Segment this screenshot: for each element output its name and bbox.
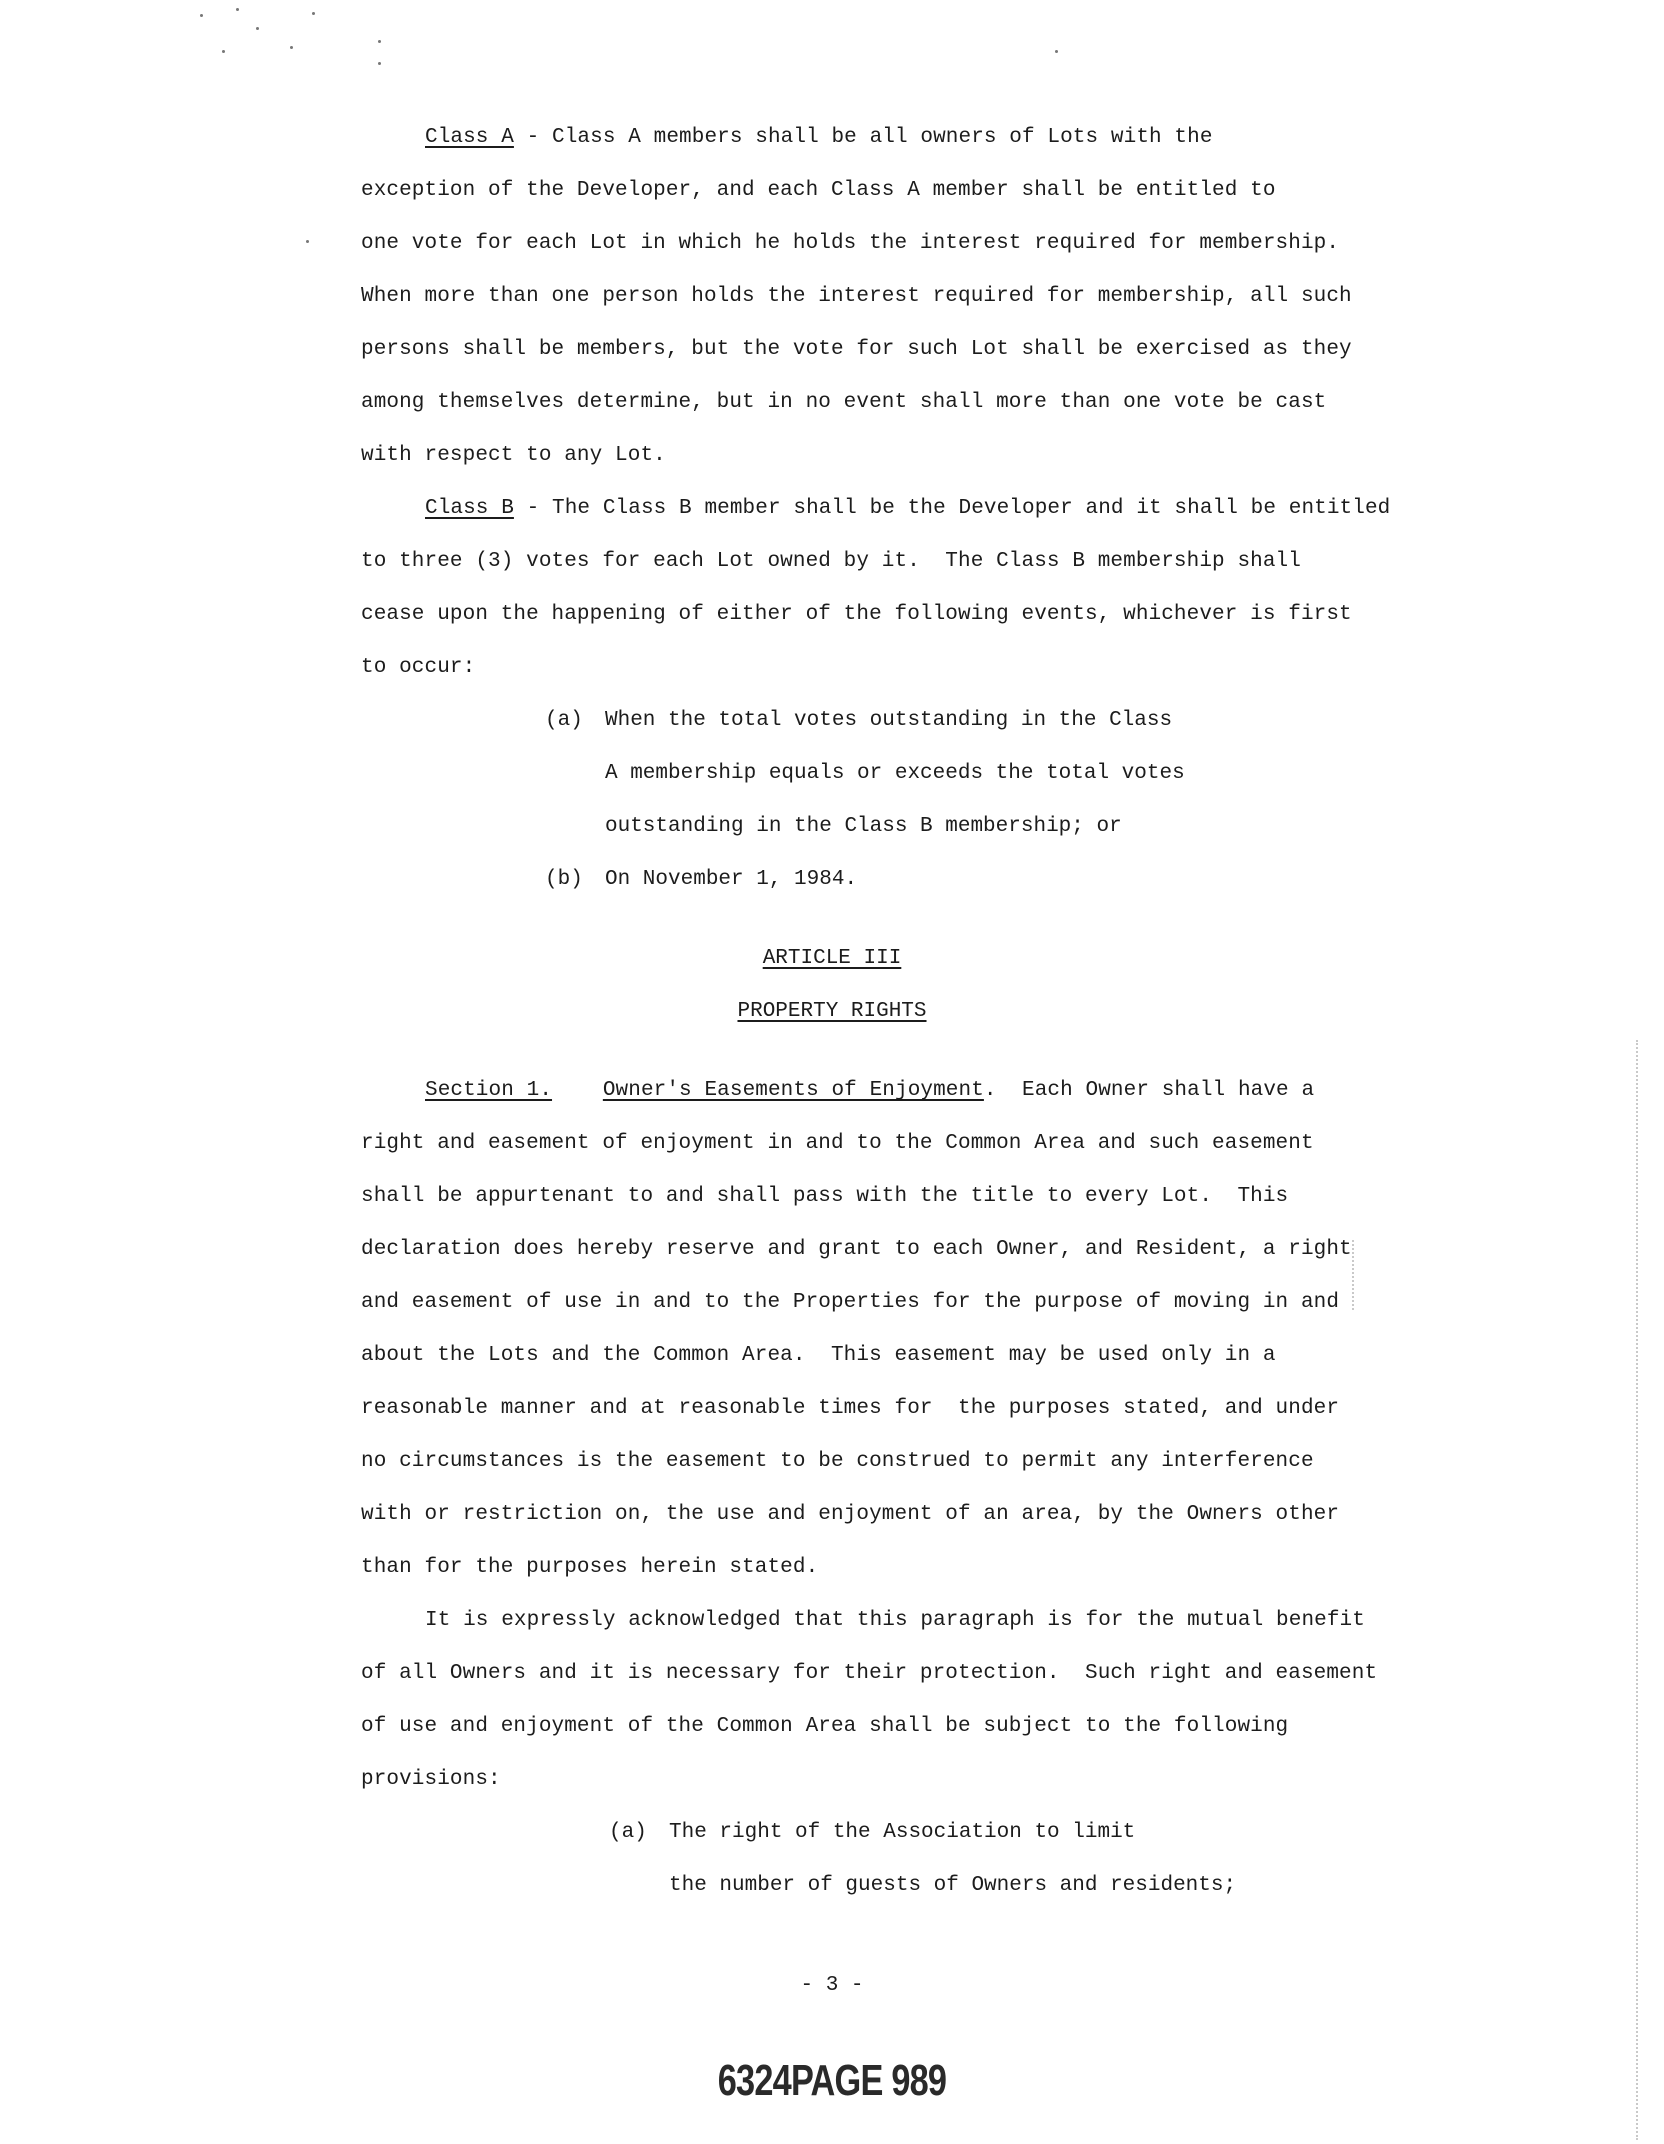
section-1-line: declaration does hereby reserve and grant to each Owner, and Resident, a right (361, 1238, 1352, 1261)
class-a-line: Class A - Class A members shall be all owners of Lots with the (425, 126, 1213, 149)
scan-speck (306, 240, 309, 243)
class-b-line: to three (3) votes for each Lot owned by it. The Class B membership shall (361, 550, 1301, 573)
section-1-label: Section 1. (425, 1079, 553, 1102)
event-a-line: A membership equals or exceeds the total votes (605, 762, 1185, 785)
article-heading: ARTICLE III (762, 947, 902, 970)
scan-speck (312, 12, 315, 15)
class-a-line: one vote for each Lot in which he holds the interest required for membership. (361, 232, 1340, 255)
book-page-stamp: 6324PAGE 989 (717, 2056, 947, 2105)
section-1-line: no circumstances is the easement to be construed to permit any interference (361, 1450, 1314, 1473)
section-1-line: than for the purposes herein stated. (361, 1556, 819, 1579)
section-1-line: and easement of use in and to the Properties for the purpose of moving in and (361, 1291, 1340, 1314)
class-b-line: cease upon the happening of either of the following events, whichever is first (361, 603, 1352, 626)
section-1-line: about the Lots and the Common Area. This easement may be used only in a (361, 1344, 1276, 1367)
provision-a-line: The right of the Association to limit (669, 1821, 1136, 1844)
provision-a-label: (a) (609, 1821, 647, 1844)
class-a-line: among themselves determine, but in no event shall more than one vote be cast (361, 391, 1327, 414)
class-a-line: exception of the Developer, and each Class A member shall be entitled to (361, 179, 1276, 202)
scan-edge-line (1352, 1240, 1354, 1310)
class-b-line: to occur: (361, 656, 476, 679)
event-b-label: (b) (545, 868, 583, 891)
scan-speck (256, 27, 259, 30)
provision-a-line: the number of guests of Owners and residents; (669, 1874, 1237, 1897)
section-1-line: with or restriction on, the use and enjoyment of an area, by the Owners other (361, 1503, 1340, 1526)
scan-speck (378, 40, 381, 43)
acknowledged-line: of all Owners and it is necessary for their protection. Such right and easement (361, 1662, 1378, 1685)
scan-speck (200, 14, 203, 17)
acknowledged-line: It is expressly acknowledged that this paragraph is for the mutual benefit (425, 1609, 1365, 1632)
section-1-heading: Owner's Easements of Enjoyment (602, 1079, 984, 1102)
class-a-line: with respect to any Lot. (361, 444, 666, 467)
acknowledged-line: provisions: (361, 1768, 501, 1791)
scan-speck (1055, 50, 1058, 53)
section-1-line: right and easement of enjoyment in and to the Common Area and such easement (361, 1132, 1314, 1155)
class-b-line: Class B - The Class B member shall be the Developer and it shall be entitled (425, 497, 1391, 520)
event-b-line: On November 1, 1984. (605, 868, 858, 891)
article-title: PROPERTY RIGHTS (737, 1000, 927, 1023)
event-a-label: (a) (545, 709, 583, 732)
page-number: - 3 - (800, 1974, 864, 1997)
event-a-line: When the total votes outstanding in the Class (605, 709, 1173, 732)
class-a-line: persons shall be members, but the vote for such Lot shall be exercised as they (361, 338, 1352, 361)
acknowledged-line: of use and enjoyment of the Common Area shall be subject to the following (361, 1715, 1289, 1738)
section-1-line: Section 1. Owner's Easements of Enjoyment. Each Owner shall have a (425, 1079, 1315, 1102)
section-1-line: shall be appurtenant to and shall pass with the title to every Lot. This (361, 1185, 1289, 1208)
section-1-line: reasonable manner and at reasonable times for the purposes stated, and under (361, 1397, 1340, 1420)
scan-speck (290, 46, 293, 49)
event-a-line: outstanding in the Class B membership; or (605, 815, 1122, 838)
scan-speck (236, 8, 239, 11)
class-b-label: Class B (425, 497, 514, 520)
class-a-line: When more than one person holds the interest required for membership, all such (361, 285, 1352, 308)
scan-speck (378, 62, 381, 65)
class-a-label: Class A (425, 126, 514, 149)
scan-speck (222, 50, 225, 53)
